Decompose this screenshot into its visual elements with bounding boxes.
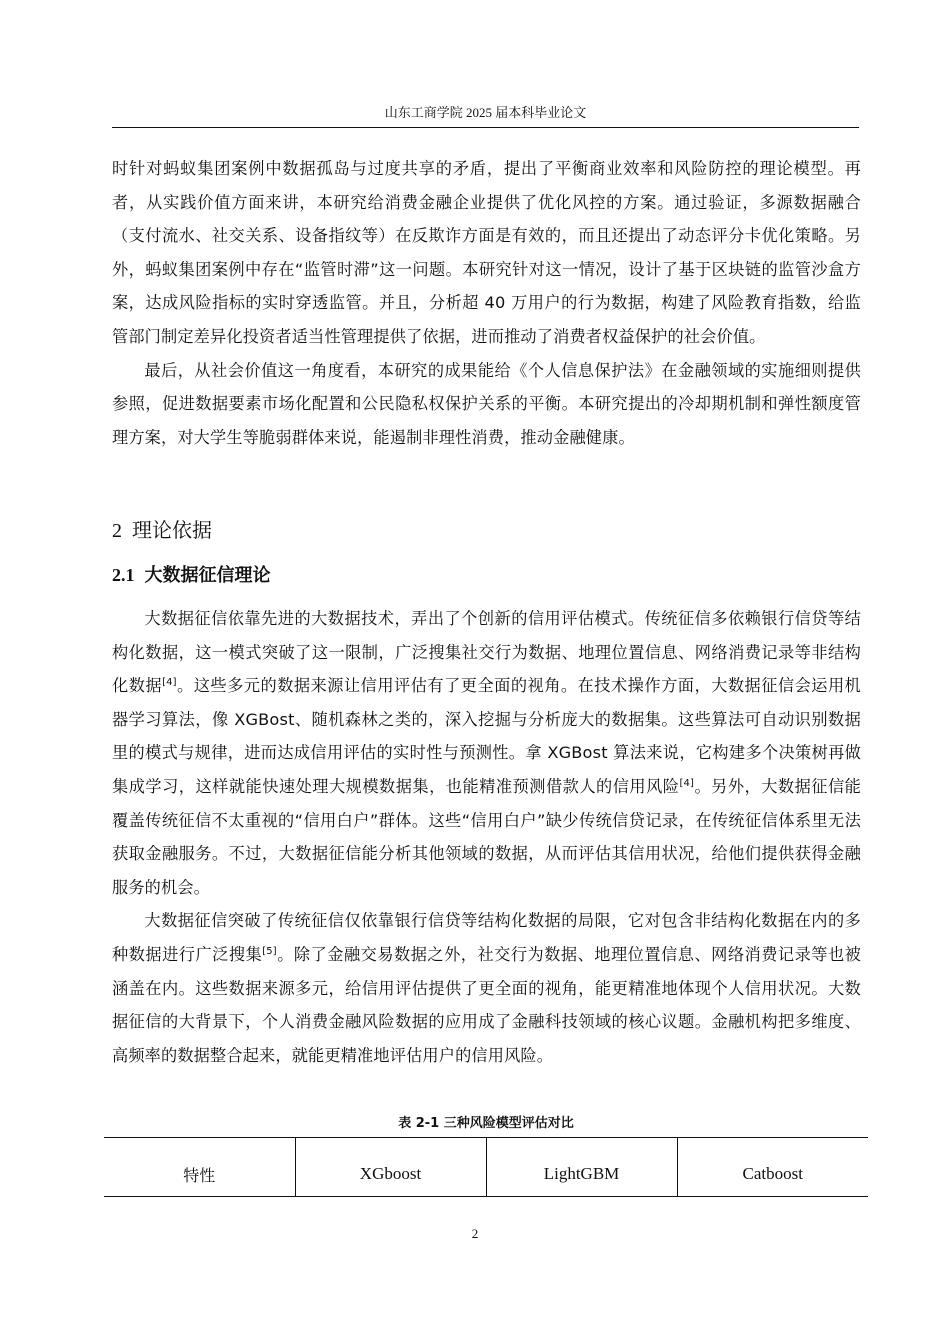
header-rule [112, 127, 859, 128]
subsection-title: 大数据征信理论 [144, 565, 271, 586]
section-title: 理论依据 [132, 518, 212, 542]
text-run: 大数据征信突破了传统征信仅依靠银行信贷等结构化数据的局限，它对包含非结构化数据在内的多种数据进行广泛搜集 [112, 911, 861, 964]
section-paragraph-2 [112, 904, 861, 1072]
section-2-1-body [112, 602, 861, 1072]
section-heading-2 [112, 513, 212, 548]
text-run: 。除了金融交易数据之外，社交行为数据、地理位置信息、网络消费记录等也被涵盖在内。这些数据来源多元，给信用评估提供了更全面的视角，能更精准地体现个人信用状况。大数据征信的大背景下，个人消费金融风险数据的应用成了金融科技领域的核心议题。金融机构把多维度、高频率的数据整合起来，就能更精准地评估用户的信用风险。 [112, 944, 861, 1065]
subsection-number: 2.1 [112, 565, 135, 585]
table-header-row [104, 1138, 868, 1197]
text-run: 。这些多元的数据来源让信用评估有了更全面的视角。在技术操作方面，大数据征信会运用机器学习算法，像 XGBost、随机森林之类的，深入挖掘与分析庞大的数据集。这些算法可自动识别数据里的模式与规律，进而达成信用评估的实时性与预测性。拿 XGBost 算法来说，它构建多个决策树再做集成学习，这样就能快速处理大规模数据集，也能精准预测借款人的信用风险 [112, 676, 861, 796]
intro-paragraph-1: 时针对蚂蚁集团案例中数据孤岛与过度共享的矛盾，提出了平衡商业效率和风险防控的理论模型。再者，从实践价值方面来讲，本研究给消费金融企业提供了优化风控的方案。通过验证，多源数据融合（支付流水、社交关系、设备指纹等）在反欺诈方面是有效的，而且还提出了动态评分卡优化策略。另外，蚂蚁集团案例中存在“监管时滞”这一问题。本研究针对这一情况，设计了基于区块链的监管沙盒方案，达成风险指标的实时穿透监管。并且，分析超 40 万用户的行为数据，构建了风险教育指数，给监管部门制定差异化投资者适当性管理提供了依据，进而推动了消费者权益保护的社会价值。 [112, 159, 861, 346]
table-header-cell: LightGBM [486, 1138, 677, 1197]
section-paragraph-1 [112, 602, 861, 904]
section-number: 2 [112, 520, 122, 542]
table-header-cell: XGboost [295, 1138, 486, 1197]
citation[interactable]: [4] [162, 677, 177, 689]
subsection-heading-2-1 [112, 558, 271, 593]
page-number: 2 [471, 1226, 479, 1241]
text-run: 。另外，大数据征信能覆盖传统征信不太重视的“信用白户”群体。这些“信用白户”缺少传统信贷记录，在传统征信体系里无法获取金融服务。不过，大数据征信能分析其他领域的数据，从而评估其信用状况，给他们提供获得金融服务的机会。 [112, 776, 861, 897]
table-header-cell: Catboost [677, 1138, 868, 1197]
citation[interactable]: [4] [679, 777, 695, 789]
running-header: 山东工商学院 2025 届本科毕业论文 [384, 105, 587, 120]
table-header-cell: 特性 [104, 1138, 295, 1197]
intro-block [112, 152, 861, 454]
citation[interactable]: [5] [262, 945, 277, 957]
intro-paragraph-2: 最后，从社会价值这一角度看，本研究的成果能给《个人信息保护法》在金融领域的实施细则提供参照，促进数据要素市场化配置和公民隐私权保护关系的平衡。本研究提出的冷却期机制和弹性额度管理方案，对大学生等脆弱群体来说，能遏制非理性消费，推动金融健康。 [112, 360, 861, 447]
table-caption: 表 2-1 三种风险模型评估对比 [398, 1116, 574, 1131]
comparison-table [104, 1137, 868, 1197]
text-run: 大数据征信依靠先进的大数据技术，弄出了个创新的信用评估模式。传统征信多依赖银行信贷等结构化数据，这一模式突破了这一限制，广泛搜集社交行为数据、地理位置信息、网络消费记录等非结构化数据 [112, 609, 861, 696]
